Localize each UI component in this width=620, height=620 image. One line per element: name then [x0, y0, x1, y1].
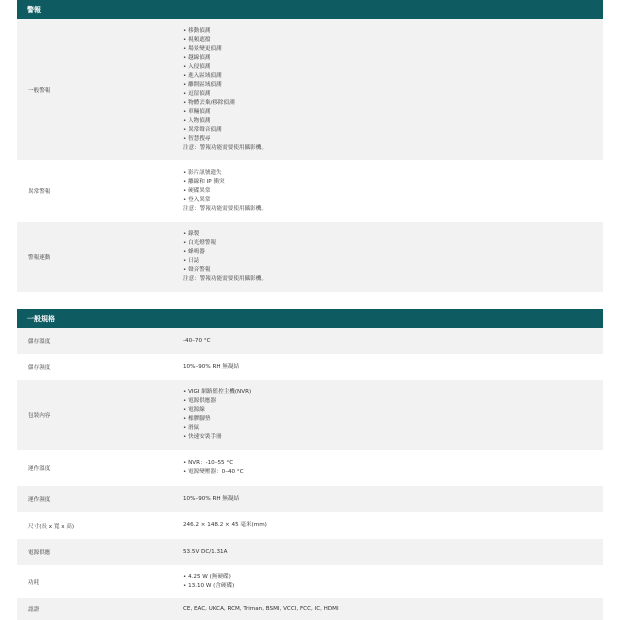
- general-spec-section-header: [17, 309, 603, 328]
- value-text: 246.2 × 148.2 × 45 毫米(mm): [183, 522, 267, 528]
- list-item: • 登入異常: [183, 196, 211, 203]
- spec-row-operating-temperature: [17, 450, 603, 486]
- list-item: • 人物偵測: [183, 117, 211, 124]
- spec-row-operating-humidity: [17, 486, 603, 512]
- spec-label: 尺寸(長 x 寬 x 高): [28, 523, 75, 530]
- spec-row-alarm-linkage: [17, 222, 603, 292]
- spec-row-storage-humidity: [17, 354, 603, 380]
- spec-row-package-contents: [17, 380, 603, 450]
- note-text: 注意：警報功能需要使用攝影機。: [183, 144, 267, 151]
- alarm-section-title: 警報: [27, 5, 41, 14]
- list-item: • 場景變更偵測: [183, 45, 222, 52]
- list-item: • 物體丟棄/移除偵測: [183, 99, 235, 106]
- spec-row-abnormal-alarm: [17, 160, 603, 222]
- list-item: • NVR：-10–55 °C: [183, 460, 234, 466]
- list-item: • 電源供應器: [183, 398, 217, 404]
- spec-value: [183, 19, 267, 160]
- spec-label: 認證: [28, 607, 40, 613]
- list-item: • 電源變壓器：0–40 °C: [183, 469, 244, 475]
- value-text: CE, EAC, UKCA, RCM, Triman, BSMI, VCCI, FCC, IC, HDMI: [183, 605, 339, 612]
- list-item: • VIGI 網路監控主機(NVR): [183, 389, 252, 395]
- value-text: 53.5V DC/1.31A: [183, 548, 228, 555]
- spec-label: 儲存濕度: [28, 365, 51, 371]
- spec-label: 運作濕度: [28, 497, 51, 503]
- list-item: • 異常聲音偵測: [183, 126, 222, 133]
- spec-value: [183, 450, 244, 486]
- value-text: 10%–90% RH 無凝結: [183, 495, 240, 502]
- list-item: • 白光燈警報: [183, 240, 217, 246]
- spec-value: [183, 486, 239, 512]
- list-item: • 13.10 W (含硬碟): [183, 582, 235, 589]
- list-item: • 越線偵測: [183, 54, 211, 61]
- list-item: • 影片訊號遺失: [183, 169, 222, 176]
- list-item: • 滑鼠: [183, 425, 200, 431]
- alarm-section-header: [17, 0, 603, 19]
- spec-value: [183, 354, 239, 380]
- note-text: 注意：警報功能需要使用攝影機。: [183, 276, 267, 282]
- spec-row-certification: [17, 598, 603, 620]
- spec-row-power-consumption: [17, 565, 603, 598]
- spec-label: 運作溫度: [28, 466, 51, 472]
- list-item: • 離開區域偵測: [183, 81, 222, 88]
- list-item: • 聲音警報: [183, 267, 211, 273]
- list-item: • 蜂鳴器: [183, 249, 205, 255]
- spec-value: [183, 328, 211, 354]
- spec-value: [183, 598, 339, 620]
- spec-label: 一般警報: [28, 87, 51, 94]
- spec-label: 電源供應: [28, 550, 51, 556]
- spec-value: [183, 565, 234, 598]
- general-spec-section-title: 一般規格: [27, 314, 55, 323]
- list-item: • 4.25 W (無硬碟): [183, 573, 231, 580]
- spec-value: [183, 539, 227, 565]
- spec-row-power-supply: [17, 539, 603, 565]
- spec-label: 功耗: [28, 579, 40, 586]
- list-item: • 硬碟異常: [183, 187, 211, 194]
- list-item: • 進入區域偵測: [183, 72, 222, 79]
- spec-label: 儲存溫度: [28, 339, 51, 345]
- spec-label: 異常警報: [28, 189, 51, 195]
- spec-row-dimensions: [17, 512, 603, 539]
- list-item: • 逗留偵測: [183, 90, 211, 97]
- spec-value: [183, 160, 267, 222]
- list-item: • 移動偵測: [183, 27, 211, 34]
- list-item: • 入侵偵測: [183, 63, 211, 70]
- list-item: • 智慧搜尋: [183, 135, 211, 142]
- value-text: 10%–90% RH 無凝結: [183, 363, 240, 370]
- list-item: • 車輛偵測: [183, 108, 211, 115]
- spec-label: 警報連動: [28, 255, 51, 261]
- spec-value: [183, 380, 251, 450]
- list-item: • 快速安裝手冊: [183, 434, 222, 440]
- note-text: 注意：警報功能需要使用攝影機。: [183, 205, 267, 212]
- list-item: • 橡膠腳墊: [183, 416, 211, 422]
- list-item: • 日誌: [183, 258, 200, 264]
- list-item: • 錄製: [183, 231, 200, 237]
- list-item: • 離線和 IP 衝突: [183, 178, 225, 185]
- list-item: • 視頻遮擋: [183, 36, 211, 43]
- list-item: • 電源線: [183, 407, 205, 413]
- spec-row-general-alarm: [17, 19, 603, 160]
- spec-value: [183, 222, 267, 292]
- spec-label: 包裝內容: [28, 413, 51, 419]
- spec-value: [183, 512, 267, 539]
- spec-row-storage-temperature: [17, 328, 603, 354]
- value-text: -40–70 °C: [183, 337, 211, 344]
